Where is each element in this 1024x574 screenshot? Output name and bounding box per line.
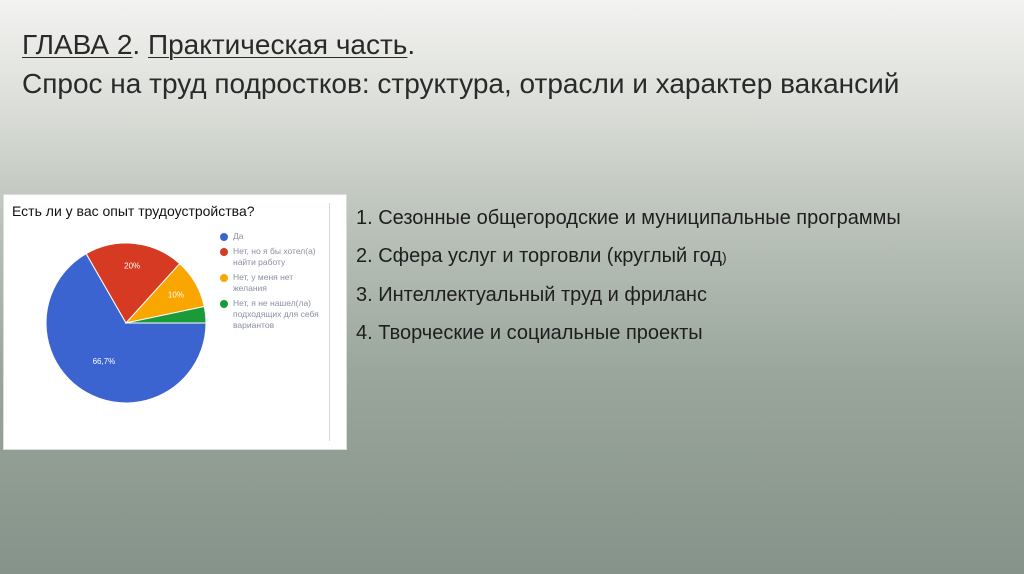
list-item-2 xyxy=(356,241,916,272)
slide-subtitle: Спрос на труд подростков: структура, отрасли и характер вакансий xyxy=(22,68,900,99)
legend-label: Нет, я не нашел(ла) подходящих для себя вариантов xyxy=(233,298,319,330)
title-chapter-line xyxy=(22,28,899,62)
legend-dot xyxy=(220,274,228,282)
pie-chart-card xyxy=(4,195,346,449)
list-item-2-text: 2. Сфера услуг и торговли (круглый год xyxy=(356,245,722,267)
slice-label-no-desire: 10% xyxy=(167,290,184,300)
legend-dot xyxy=(220,248,228,256)
chart-legend xyxy=(220,231,320,335)
industries-list xyxy=(356,204,916,356)
slice-label-yes: 66,7% xyxy=(92,357,116,367)
slice-label-no-would-like: 20% xyxy=(124,261,141,271)
list-item-4: 4. Творческие и социальные проекты xyxy=(356,322,703,344)
legend-item-no-found xyxy=(220,298,320,331)
list-item-2-suffix: ) xyxy=(721,249,727,265)
legend-dot xyxy=(220,233,228,241)
legend-item-no-would-like xyxy=(220,246,320,268)
legend-label: Нет, но я бы хотел(а) найти работу xyxy=(233,246,316,267)
legend-item-no-desire xyxy=(220,272,320,294)
list-item-1: 1. Сезонные общегородские и муниципальные программы xyxy=(356,207,901,229)
list-item-3: 3. Интеллектуальный труд и фриланс xyxy=(356,284,707,306)
part-end: . xyxy=(407,29,416,60)
legend-dot xyxy=(220,300,228,308)
legend-label: Да xyxy=(233,231,244,241)
slide-title xyxy=(22,28,899,102)
chapter-separator: . xyxy=(132,29,148,60)
legend-item-yes xyxy=(220,231,320,242)
part-label: Практическая часть xyxy=(147,29,408,60)
chapter-label: ГЛАВА 2 xyxy=(22,29,133,60)
legend-label: Нет, у меня нет желания xyxy=(233,272,294,293)
chart-title: Есть ли у вас опыт трудоустройства? xyxy=(12,203,255,219)
